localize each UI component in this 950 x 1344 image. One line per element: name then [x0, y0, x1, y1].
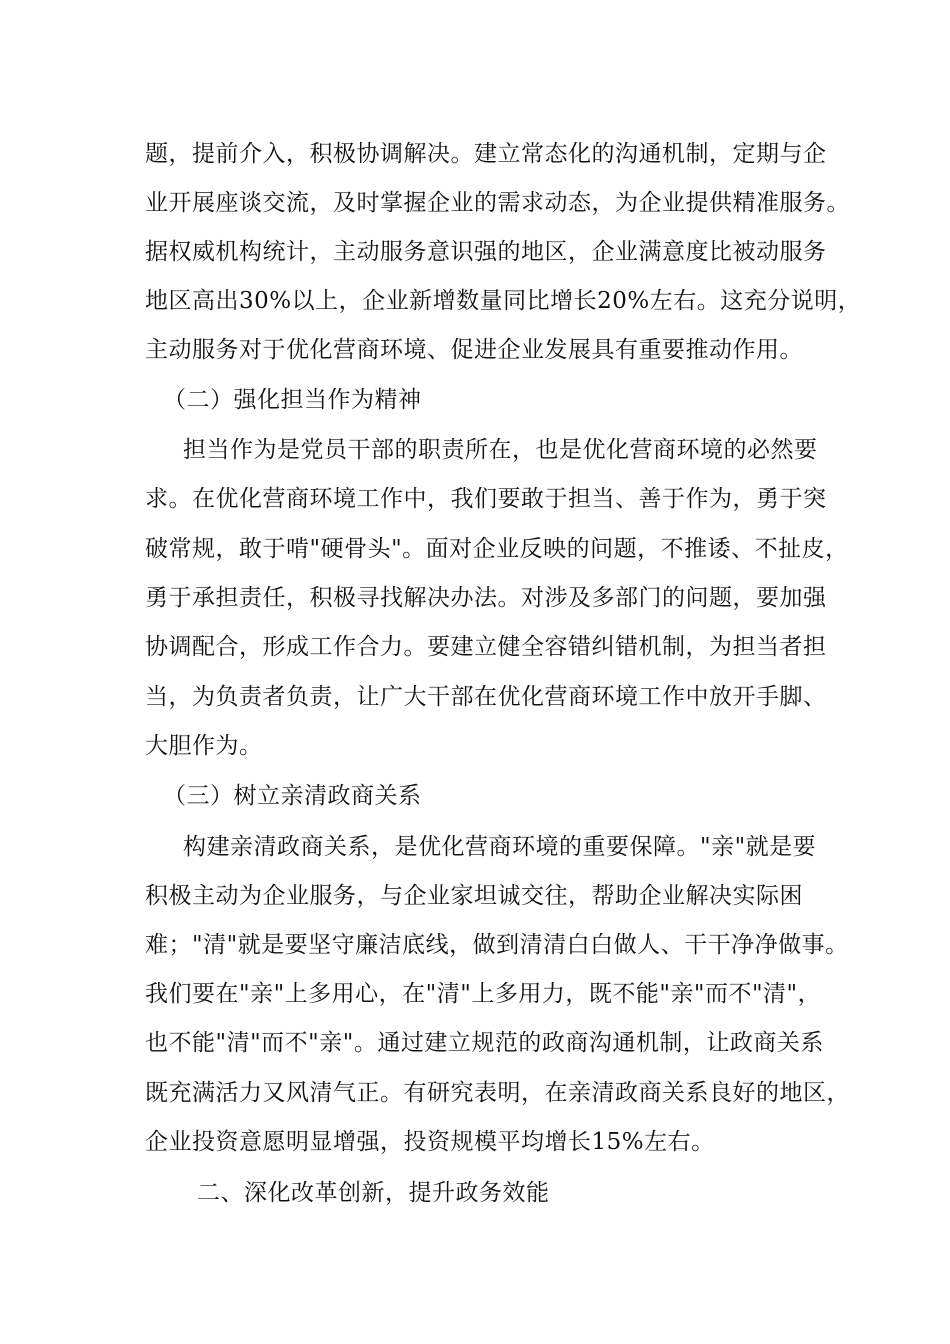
paragraph-3-line-4: 我们要在"亲"上多用心，在"清"上多用力，既不能"亲"而不"清"，: [145, 981, 822, 1007]
section-heading-3: （三）树立亲清政商关系: [163, 783, 422, 809]
paragraph-3-line-5: 也不能"清"而不"亲"。通过建立规范的政商沟通机制，让政商关系: [145, 1030, 824, 1056]
paragraph-3-line-7: 企业投资意愿明显增强，投资规模平均增长15%左右。: [145, 1129, 715, 1155]
paragraph-2-line-2: 求。在优化营商环境工作中，我们要敢于担当、善于作为，勇于突: [145, 486, 827, 512]
paragraph-3-line-6: 既充满活力又风清气正。有研究表明，在亲清政商关系良好的地区，: [145, 1080, 850, 1106]
section-heading-2: （二）强化担当作为精神: [163, 387, 422, 413]
paragraph-2-line-4: 勇于承担责任，积极寻找解决办法。对涉及多部门的问题，要加强: [145, 585, 827, 611]
paragraph-2-line-1: 担当作为是党员干部的职责所在，也是优化营商环境的必然要: [183, 437, 818, 463]
chapter-heading: 二、深化改革创新，提升政务效能: [197, 1180, 550, 1206]
paragraph-3-line-1: 构建亲清政商关系，是优化营商环境的重要保障。"亲"就是要: [183, 834, 817, 860]
paragraph-1-line-2: 业开展座谈交流，及时掌握企业的需求动态，为企业提供精准服务。: [145, 190, 850, 216]
paragraph-1-line-5: 主动服务对于优化营商环境、促进企业发展具有重要推动作用。: [145, 337, 803, 363]
paragraph-2-line-7: 大胆作为。: [145, 733, 263, 759]
paragraph-3-line-3: 难；"清"就是要坚守廉洁底线，做到清清白白做人、干干净净做事。: [145, 932, 849, 958]
paragraph-1-line-4: 地区高出30%以上，企业新增数量同比增长20%左右。这充分说明，: [145, 288, 862, 314]
paragraph-2-line-3: 破常规，敢于啃"硬骨头"。面对企业反映的问题，不推诿、不扯皮，: [145, 536, 849, 562]
paragraph-1-line-3: 据权威机构统计，主动服务意识强的地区，企业满意度比被动服务: [145, 239, 827, 265]
paragraph-3-line-2: 积极主动为企业服务，与企业家坦诚交往，帮助企业解决实际困: [145, 883, 803, 909]
paragraph-2-line-5: 协调配合，形成工作合力。要建立健全容错纠错机制，为担当者担: [145, 634, 827, 660]
paragraph-2-line-6: 当，为负责者负责，让广大干部在优化营商环境工作中放开手脚、: [145, 684, 827, 710]
paragraph-1-line-1: 题，提前介入，积极协调解决。建立常态化的沟通机制，定期与企: [145, 141, 827, 167]
